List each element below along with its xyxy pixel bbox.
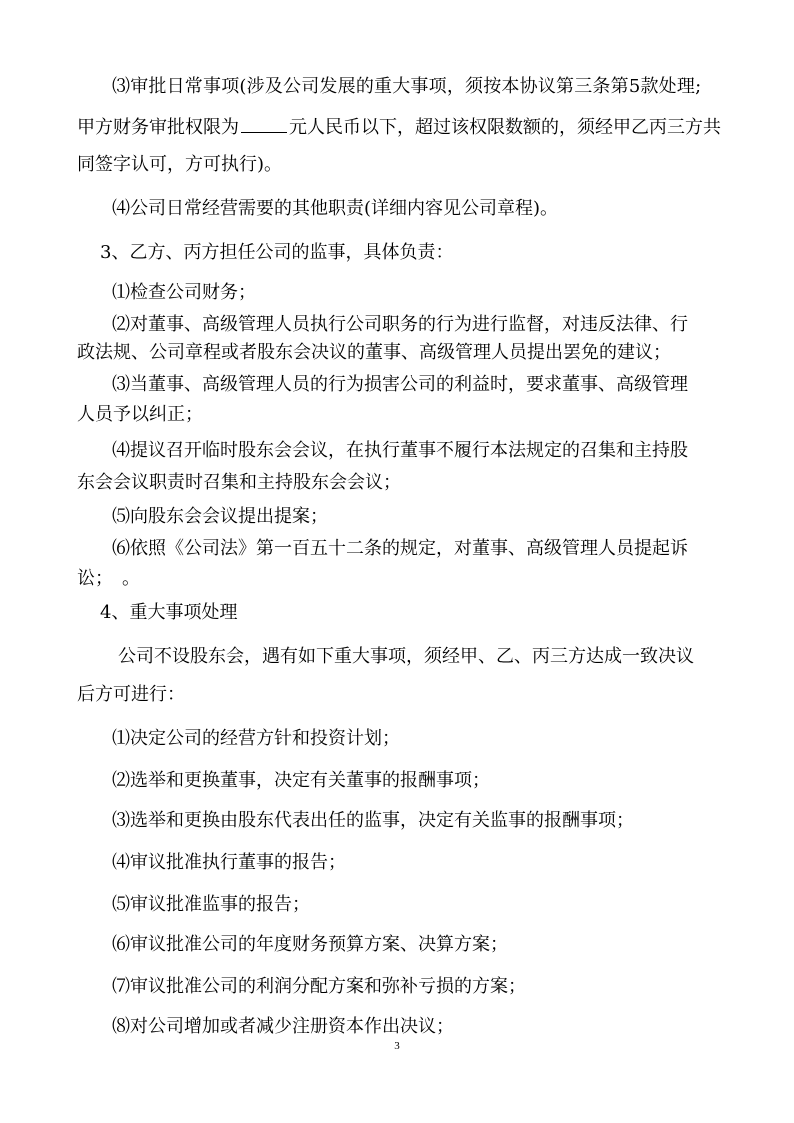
- text-line: 同签字认可，方可执行)。: [77, 154, 283, 175]
- matter-item-3: ⑶选举和更换由股东代表出任的监事，决定有关监事的报酬事项；: [112, 810, 634, 831]
- matter-item-4: ⑷审议批准执行董事的报告；: [112, 852, 346, 873]
- matter-item-5: ⑸审议批准监事的报告；: [112, 894, 310, 915]
- supervisor-item-5: ⑸向股东会会议提出提案；: [112, 506, 328, 527]
- text-line: 后方可进行：: [77, 684, 185, 705]
- supervisor-item-2: ⑵对董事、高级管理人员执行公司职务的行为进行监督，对违反法律、行: [112, 314, 688, 335]
- text-line: 东会会议职责时召集和主持股东会会议；: [77, 472, 401, 493]
- supervisor-item-3: ⑶当董事、高级管理人员的行为损害公司的利益时，要求董事、高级管理: [112, 374, 688, 395]
- approval-limit-suffix: 元人民币以下，超过该权限数额的，须经甲乙丙三方共: [289, 117, 721, 138]
- supervisor-item-1: ⑴检查公司财务；: [112, 282, 256, 303]
- approval-limit-prefix: 甲方财务审批权限为: [77, 117, 239, 138]
- text-line: 讼； 。: [77, 568, 140, 589]
- section-3-heading: 3、乙方、丙方担任公司的监事，具体负责：: [100, 242, 454, 263]
- text-line: 人员予以纠正；: [77, 404, 203, 425]
- major-matters-intro: 公司不设股东会，遇有如下重大事项，须经甲、乙、丙三方达成一致决议: [118, 646, 694, 667]
- matter-item-2: ⑵选举和更换董事，决定有关董事的报酬事项；: [112, 770, 490, 791]
- matter-item-1: ⑴决定公司的经营方针和投资计划；: [112, 728, 400, 749]
- amount-blank: [241, 115, 287, 133]
- item-4-other-duties: ⑷公司日常经营需要的其他职责(详细内容见公司章程)。: [112, 198, 559, 219]
- section-4-heading: 4、重大事项处理: [100, 602, 238, 623]
- matter-item-8: ⑻对公司增加或者减少注册资本作出决议；: [112, 1016, 454, 1037]
- page-number: 3: [394, 1040, 400, 1052]
- approval-limit-line: [77, 115, 721, 140]
- matter-item-7: ⑺审议批准公司的利润分配方案和弥补亏损的方案；: [112, 976, 526, 997]
- text-line: 政法规、公司章程或者股东会决议的董事、高级管理人员提出罢免的建议；: [77, 342, 671, 363]
- item-3-approve-daily: ⑶审批日常事项(涉及公司发展的重大事项，须按本协议第三条第5款处理;: [112, 76, 702, 97]
- supervisor-item-4: ⑷提议召开临时股东会会议，在执行董事不履行本法规定的召集和主持股: [112, 440, 688, 461]
- matter-item-6: ⑹审议批准公司的年度财务预算方案、决算方案；: [112, 934, 508, 955]
- supervisor-item-6: ⑹依照《公司法》第一百五十二条的规定，对董事、高级管理人员提起诉: [112, 538, 688, 559]
